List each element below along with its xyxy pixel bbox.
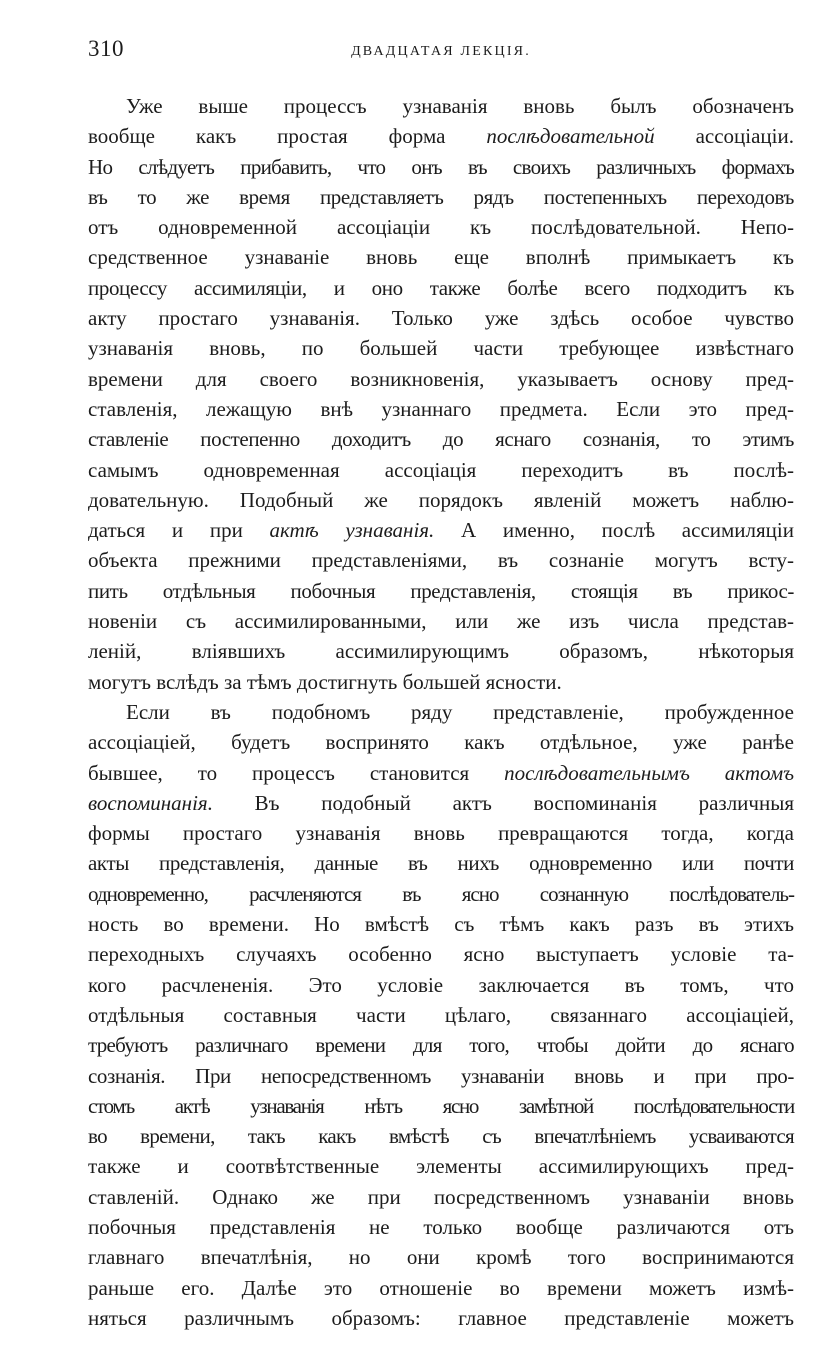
text-line [88, 758, 794, 788]
text-line: времени для своего возникновенія, указываетъ основу пред- [88, 366, 794, 391]
text-line: узнаванія вновь, по большей части требующее извѣстнаго [88, 336, 794, 361]
text-line [88, 121, 794, 151]
italic-term: послѣдовательной [486, 124, 655, 149]
text-line: средственное узнаваніе вновь еще вполнѣ примыкаетъ къ [88, 245, 794, 270]
text-line: отъ одновременной ассоціаціи къ послѣдовательной. Непо- [88, 215, 794, 240]
text-run: А именно, послѣ ассимиляціи [434, 518, 794, 543]
running-head [88, 36, 794, 66]
text-line: Уже выше процессъ узнаванія вновь былъ обозначенъ [126, 94, 794, 118]
text-line: ставленій. Однако же при посредственномъ узнаваніи вновь [88, 1184, 794, 1209]
text-line: отдѣльныя составныя части цѣлаго, связаннаго ассоціаціей, [88, 1002, 794, 1027]
text-run: бывшее, то процессъ становится [88, 760, 505, 785]
text-line: акты представленія, данные въ нихъ одновременно или почти [88, 851, 794, 876]
text-line: побочныя представленія не только вообще различаются отъ [88, 1214, 794, 1239]
text-line: пить отдѣльныя побочныя представленія, стоящія въ прикос- [88, 578, 794, 603]
body-text [88, 91, 794, 1333]
paragraph-1 [88, 91, 794, 697]
text-line: главнаго впечатлѣнія, но они кромѣ того воспринимаются [88, 1245, 794, 1270]
text-line: новеніи съ ассимилированными, или же изъ числа представ- [88, 609, 794, 634]
page-number: 310 [88, 36, 124, 61]
text-line: въ то же время представляетъ рядъ постепенныхъ переходовъ [88, 184, 794, 209]
text-line: леній, вліявшихъ ассимилирующимъ образомъ, нѣкоторыя [88, 639, 794, 664]
text-line: довательную. Подобный же порядокъ явленій можетъ наблю- [88, 487, 794, 512]
text-line: Если въ подобномъ ряду представленіе, пробужденное [126, 699, 794, 724]
italic-term: послѣдовательнымъ актомъ [504, 760, 794, 785]
text-line: Но слѣдуетъ прибавить, что онъ въ своихъ различныхъ формахъ [88, 154, 794, 179]
text-line: раньше его. Далѣе это отношеніе во времени можетъ измѣ- [88, 1275, 794, 1300]
text-run: вообще какъ простая форма [88, 124, 487, 149]
text-line [88, 788, 794, 818]
text-line: ассоціаціей, будетъ воспринято какъ отдѣльное, уже ранѣе [88, 730, 794, 755]
text-line: переходныхъ случаяхъ особенно ясно выступаетъ условіе та- [88, 942, 794, 967]
text-line: также и соотвѣтственные элементы ассимилирующихъ пред- [88, 1154, 794, 1179]
text-line: во времени, такъ какъ вмѣстѣ съ впечатлѣніемъ усваиваются [88, 1124, 794, 1149]
text-line: формы простаго узнаванія вновь превращаются тогда, когда [88, 821, 794, 846]
italic-term: воспоминанія. [88, 790, 213, 815]
text-run: даться и при [88, 518, 270, 543]
text-line: няться различнымъ образомъ: главное представленіе можетъ [88, 1305, 794, 1330]
text-line: одновременно, расчленяются въ ясно сознанную послѣдователь- [88, 881, 794, 906]
paragraph-2 [88, 697, 794, 1333]
text-line: стомъ актѣ узнаванія нѣтъ ясно замѣтной послѣдовательности [88, 1093, 794, 1118]
text-run: Въ подобный актъ воспоминанія различныя [212, 790, 794, 815]
text-line: самымъ одновременная ассоціація переходитъ въ послѣ- [88, 457, 794, 482]
text-line: процессу ассимиляціи, и оно также болѣе всего подходитъ къ [88, 275, 794, 300]
text-line: требуютъ различнаго времени для того, чтобы дойти до яснаго [88, 1033, 794, 1058]
text-run: ассоціаціи. [654, 124, 794, 149]
text-line: ставленіе постепенно доходитъ до яснаго сознанія, то этимъ [88, 427, 794, 452]
italic-term: актѣ узнаванія. [269, 518, 435, 543]
chapter-title: ДВАДЦАТАЯ ЛЕКЦІЯ. [351, 44, 531, 59]
text-line: объекта прежними представленіями, въ сознаніе могутъ всту- [88, 548, 794, 573]
text-line: могутъ вслѣдъ за тѣмъ достигнуть большей ясности. [88, 669, 562, 694]
text-line: акту простаго узнаванія. Только уже здѣсь особое чувство [88, 306, 794, 331]
text-line: ность во времени. Но вмѣстѣ съ тѣмъ какъ разъ въ этихъ [88, 912, 794, 937]
text-line: кого расчлененія. Это условіе заключается въ томъ, что [88, 972, 794, 997]
text-line [88, 515, 794, 545]
text-line: сознанія. При непосредственномъ узнаваніи вновь и при про- [88, 1063, 794, 1088]
text-line: ставленія, лежащую внѣ узнаннаго предмета. Если это пред- [88, 396, 794, 421]
